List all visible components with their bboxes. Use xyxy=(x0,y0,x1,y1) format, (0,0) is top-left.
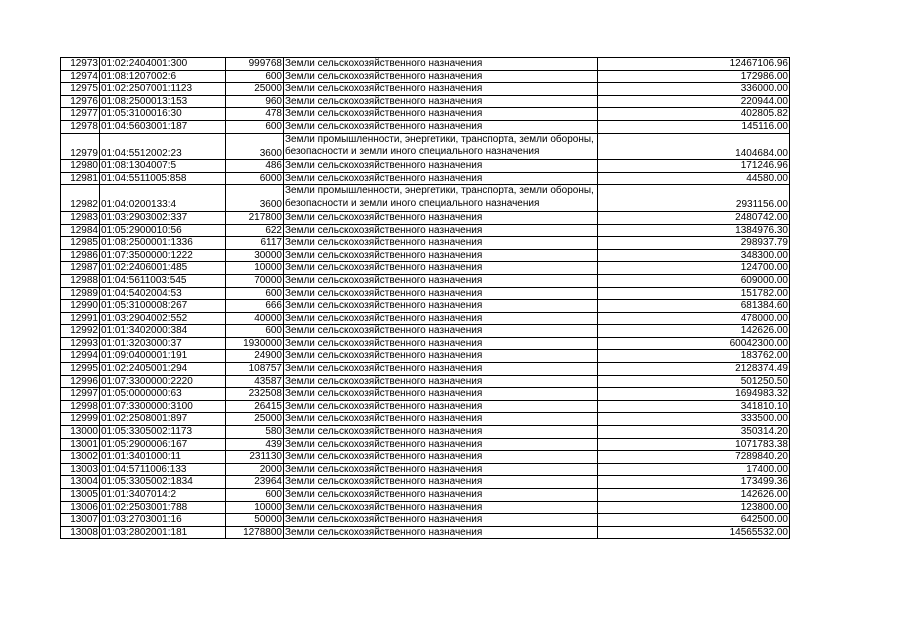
cadastral-number-cell: 01:07:3500000:1222 xyxy=(100,249,226,262)
cadastral-value-cell: 402805.82 xyxy=(598,108,790,121)
land-category-cell: Земли сельскохозяйственного назначения xyxy=(284,58,598,71)
area-cell: 600 xyxy=(226,70,284,83)
area-cell: 25000 xyxy=(226,413,284,426)
table-row xyxy=(61,489,790,502)
land-category-cell: Земли сельскохозяйственного назначения xyxy=(284,337,598,350)
cadastral-value-cell: 7289840.20 xyxy=(598,451,790,464)
land-category-cell: Земли сельскохозяйственного назначения xyxy=(284,501,598,514)
table-row xyxy=(61,95,790,108)
row-number-cell: 12974 xyxy=(61,70,100,83)
row-number-cell: 12992 xyxy=(61,325,100,338)
area-cell: 1930000 xyxy=(226,337,284,350)
row-number-cell: 12996 xyxy=(61,375,100,388)
cadastral-number-cell: 01:09:0400001:191 xyxy=(100,350,226,363)
area-cell: 600 xyxy=(226,287,284,300)
area-cell: 666 xyxy=(226,300,284,313)
table-body xyxy=(61,58,790,539)
row-number-cell: 12983 xyxy=(61,211,100,224)
table-row xyxy=(61,388,790,401)
cadastral-value-cell: 350314.20 xyxy=(598,426,790,439)
area-cell: 6117 xyxy=(226,237,284,250)
table-row xyxy=(61,300,790,313)
table-row xyxy=(61,375,790,388)
cadastral-number-cell: 01:02:2406001:485 xyxy=(100,262,226,275)
table-row xyxy=(61,501,790,514)
cadastral-number-cell: 01:02:2503001:788 xyxy=(100,501,226,514)
land-category-cell: Земли сельскохозяйственного назначения xyxy=(284,83,598,96)
row-number-cell: 12986 xyxy=(61,249,100,262)
land-category-cell: Земли сельскохозяйственного назначения xyxy=(284,249,598,262)
row-number-cell: 13007 xyxy=(61,514,100,527)
area-cell: 232508 xyxy=(226,388,284,401)
row-number-cell: 13001 xyxy=(61,438,100,451)
land-category-cell: Земли сельскохозяйственного назначения xyxy=(284,300,598,313)
land-category-cell: Земли сельскохозяйственного назначения xyxy=(284,476,598,489)
cadastral-value-cell: 172986.00 xyxy=(598,70,790,83)
row-number-cell: 13008 xyxy=(61,526,100,539)
area-cell: 3600 xyxy=(226,133,284,160)
cadastral-value-cell: 123800.00 xyxy=(598,501,790,514)
cadastral-number-cell: 01:01:3203000:37 xyxy=(100,337,226,350)
area-cell: 580 xyxy=(226,426,284,439)
land-category-cell: Земли сельскохозяйственного назначения xyxy=(284,95,598,108)
cadastral-number-cell: 01:02:2405001:294 xyxy=(100,363,226,376)
table-row xyxy=(61,526,790,539)
land-category-cell: Земли сельскохозяйственного назначения xyxy=(284,325,598,338)
land-category-cell: Земли сельскохозяйственного назначения xyxy=(284,463,598,476)
cadastral-number-cell: 01:03:2904002:552 xyxy=(100,312,226,325)
table-row xyxy=(61,133,790,160)
land-category-cell: Земли сельскохозяйственного назначения xyxy=(284,426,598,439)
area-cell: 24900 xyxy=(226,350,284,363)
row-number-cell: 13000 xyxy=(61,426,100,439)
cadastral-number-cell: 01:04:5511005:858 xyxy=(100,172,226,185)
area-cell: 217800 xyxy=(226,211,284,224)
cadastral-value-cell: 183762.00 xyxy=(598,350,790,363)
land-category-cell: Земли сельскохозяйственного назначения xyxy=(284,108,598,121)
row-number-cell: 12993 xyxy=(61,337,100,350)
land-category-cell: Земли сельскохозяйственного назначения xyxy=(284,451,598,464)
cadastral-value-cell: 478000.00 xyxy=(598,312,790,325)
area-cell: 50000 xyxy=(226,514,284,527)
cadastral-value-cell: 60042300.00 xyxy=(598,337,790,350)
cadastral-number-cell: 01:04:5512002:23 xyxy=(100,133,226,160)
area-cell: 26415 xyxy=(226,400,284,413)
land-category-cell: Земли сельскохозяйственного назначения xyxy=(284,70,598,83)
table-row xyxy=(61,337,790,350)
row-number-cell: 12976 xyxy=(61,95,100,108)
area-cell: 231130 xyxy=(226,451,284,464)
table-row xyxy=(61,211,790,224)
row-number-cell: 12994 xyxy=(61,350,100,363)
cadastral-value-cell: 44580.00 xyxy=(598,172,790,185)
row-number-cell: 12973 xyxy=(61,58,100,71)
cadastral-value-cell: 333500.00 xyxy=(598,413,790,426)
land-category-cell: Земли сельскохозяйственного назначения xyxy=(284,375,598,388)
row-number-cell: 12990 xyxy=(61,300,100,313)
cadastral-number-cell: 01:08:2500001:1336 xyxy=(100,237,226,250)
area-cell: 600 xyxy=(226,325,284,338)
row-number-cell: 12987 xyxy=(61,262,100,275)
cadastral-value-cell: 1404684.00 xyxy=(598,133,790,160)
cadastral-number-cell: 01:04:5603001:187 xyxy=(100,120,226,133)
area-cell: 108757 xyxy=(226,363,284,376)
cadastral-number-cell: 01:05:2900010:56 xyxy=(100,224,226,237)
table-row xyxy=(61,120,790,133)
cadastral-value-cell: 17400.00 xyxy=(598,463,790,476)
cadastral-value-cell: 14565532.00 xyxy=(598,526,790,539)
cadastral-number-cell: 01:08:1207002:6 xyxy=(100,70,226,83)
cadastral-number-cell: 01:07:3300000:2220 xyxy=(100,375,226,388)
row-number-cell: 12999 xyxy=(61,413,100,426)
cadastral-number-cell: 01:02:2404001:300 xyxy=(100,58,226,71)
cadastral-number-cell: 01:01:3407014:2 xyxy=(100,489,226,502)
table-row xyxy=(61,249,790,262)
area-cell: 439 xyxy=(226,438,284,451)
land-category-cell: Земли сельскохозяйственного назначения xyxy=(284,237,598,250)
land-category-cell: Земли сельскохозяйственного назначения xyxy=(284,172,598,185)
table-row xyxy=(61,312,790,325)
row-number-cell: 12978 xyxy=(61,120,100,133)
table-row xyxy=(61,363,790,376)
cadastral-value-cell: 642500.00 xyxy=(598,514,790,527)
row-number-cell: 12997 xyxy=(61,388,100,401)
table-row xyxy=(61,325,790,338)
land-category-cell: Земли сельскохозяйственного назначения xyxy=(284,312,598,325)
row-number-cell: 12988 xyxy=(61,274,100,287)
cadastral-number-cell: 01:04:5402004:53 xyxy=(100,287,226,300)
table-row xyxy=(61,451,790,464)
area-cell: 478 xyxy=(226,108,284,121)
cadastral-value-cell: 171246.96 xyxy=(598,160,790,173)
area-cell: 25000 xyxy=(226,83,284,96)
cadastral-number-cell: 01:05:2900006:167 xyxy=(100,438,226,451)
table-row xyxy=(61,514,790,527)
cadastral-value-cell: 1071783.38 xyxy=(598,438,790,451)
row-number-cell: 12981 xyxy=(61,172,100,185)
cadastral-number-cell: 01:07:3300000:3100 xyxy=(100,400,226,413)
table-row xyxy=(61,262,790,275)
land-category-cell: Земли сельскохозяйственного назначения xyxy=(284,350,598,363)
table-row xyxy=(61,224,790,237)
area-cell: 600 xyxy=(226,489,284,502)
cadastral-number-cell: 01:03:2703001:16 xyxy=(100,514,226,527)
cadastral-value-cell: 336000.00 xyxy=(598,83,790,96)
area-cell: 960 xyxy=(226,95,284,108)
land-category-cell: Земли сельскохозяйственного назначения xyxy=(284,211,598,224)
row-number-cell: 12991 xyxy=(61,312,100,325)
row-number-cell: 13004 xyxy=(61,476,100,489)
cadastral-value-cell: 151782.00 xyxy=(598,287,790,300)
area-cell: 486 xyxy=(226,160,284,173)
cadastral-value-cell: 173499.36 xyxy=(598,476,790,489)
cadastral-value-cell: 298937.79 xyxy=(598,237,790,250)
row-number-cell: 12977 xyxy=(61,108,100,121)
row-number-cell: 12989 xyxy=(61,287,100,300)
cadastral-value-cell: 681384.60 xyxy=(598,300,790,313)
land-category-cell: Земли сельскохозяйственного назначения xyxy=(284,363,598,376)
cadastral-value-cell: 348300.00 xyxy=(598,249,790,262)
row-number-cell: 13003 xyxy=(61,463,100,476)
cadastral-number-cell: 01:05:0000000:63 xyxy=(100,388,226,401)
table-row xyxy=(61,185,790,212)
cadastral-value-cell: 142626.00 xyxy=(598,489,790,502)
area-cell: 30000 xyxy=(226,249,284,262)
area-cell: 70000 xyxy=(226,274,284,287)
row-number-cell: 12980 xyxy=(61,160,100,173)
cadastral-value-cell: 609000.00 xyxy=(598,274,790,287)
land-category-cell: Земли сельскохозяйственного назначения xyxy=(284,514,598,527)
table-row xyxy=(61,172,790,185)
table-row xyxy=(61,70,790,83)
row-number-cell: 12995 xyxy=(61,363,100,376)
cadastral-number-cell: 01:05:3305002:1173 xyxy=(100,426,226,439)
area-cell: 43587 xyxy=(226,375,284,388)
area-cell: 2000 xyxy=(226,463,284,476)
row-number-cell: 13005 xyxy=(61,489,100,502)
land-category-cell: Земли сельскохозяйственного назначения xyxy=(284,489,598,502)
cadastral-value-cell: 2128374.49 xyxy=(598,363,790,376)
cadastral-number-cell: 01:08:2500013:153 xyxy=(100,95,226,108)
row-number-cell: 12975 xyxy=(61,83,100,96)
table-row xyxy=(61,426,790,439)
land-category-cell: Земли сельскохозяйственного назначения xyxy=(284,400,598,413)
row-number-cell: 13006 xyxy=(61,501,100,514)
cadastral-number-cell: 01:08:1304007:5 xyxy=(100,160,226,173)
cadastral-number-cell: 01:02:2507001:1123 xyxy=(100,83,226,96)
cadastral-number-cell: 01:02:2508001:897 xyxy=(100,413,226,426)
land-category-cell: Земли сельскохозяйственного назначения xyxy=(284,287,598,300)
cadastral-value-cell: 341810.10 xyxy=(598,400,790,413)
cadastral-value-cell: 2931156.00 xyxy=(598,185,790,212)
row-number-cell: 12985 xyxy=(61,237,100,250)
cadastral-value-cell: 1384976.30 xyxy=(598,224,790,237)
cadastral-value-cell: 124700.00 xyxy=(598,262,790,275)
area-cell: 23964 xyxy=(226,476,284,489)
land-registry-table xyxy=(60,57,790,539)
cadastral-value-cell: 1694983.32 xyxy=(598,388,790,401)
row-number-cell: 12984 xyxy=(61,224,100,237)
cadastral-number-cell: 01:01:3402000:384 xyxy=(100,325,226,338)
table-row xyxy=(61,274,790,287)
area-cell: 10000 xyxy=(226,501,284,514)
land-category-cell: Земли промышленности, энергетики, транспорта, земли обороны, безопасности и земли иного специального назначения xyxy=(284,133,598,160)
table-row xyxy=(61,160,790,173)
land-category-cell: Земли сельскохозяйственного назначения xyxy=(284,160,598,173)
area-cell: 40000 xyxy=(226,312,284,325)
table-row xyxy=(61,438,790,451)
land-category-cell: Земли промышленности, энергетики, транспорта, земли обороны, безопасности и земли иного специального назначения xyxy=(284,185,598,212)
cadastral-number-cell: 01:05:3100008:267 xyxy=(100,300,226,313)
area-cell: 10000 xyxy=(226,262,284,275)
cadastral-value-cell: 220944.00 xyxy=(598,95,790,108)
land-category-cell: Земли сельскохозяйственного назначения xyxy=(284,274,598,287)
table-row xyxy=(61,463,790,476)
cadastral-value-cell: 501250.50 xyxy=(598,375,790,388)
land-category-cell: Земли сельскохозяйственного назначения xyxy=(284,413,598,426)
cadastral-value-cell: 12467106.96 xyxy=(598,58,790,71)
cadastral-number-cell: 01:04:5711006:133 xyxy=(100,463,226,476)
table-row xyxy=(61,58,790,71)
table-row xyxy=(61,108,790,121)
land-category-cell: Земли сельскохозяйственного назначения xyxy=(284,388,598,401)
area-cell: 6000 xyxy=(226,172,284,185)
cadastral-number-cell: 01:05:3305002:1834 xyxy=(100,476,226,489)
table-row xyxy=(61,287,790,300)
table-row xyxy=(61,237,790,250)
cadastral-value-cell: 142626.00 xyxy=(598,325,790,338)
area-cell: 999768 xyxy=(226,58,284,71)
cadastral-number-cell: 01:03:2802001:181 xyxy=(100,526,226,539)
land-category-cell: Земли сельскохозяйственного назначения xyxy=(284,120,598,133)
area-cell: 622 xyxy=(226,224,284,237)
land-category-cell: Земли сельскохозяйственного назначения xyxy=(284,262,598,275)
row-number-cell: 12982 xyxy=(61,185,100,212)
cadastral-number-cell: 01:04:5611003:545 xyxy=(100,274,226,287)
area-cell: 3600 xyxy=(226,185,284,212)
cadastral-number-cell: 01:05:3100016:30 xyxy=(100,108,226,121)
table-row xyxy=(61,350,790,363)
area-cell: 600 xyxy=(226,120,284,133)
land-category-cell: Земли сельскохозяйственного назначения xyxy=(284,526,598,539)
area-cell: 1278800 xyxy=(226,526,284,539)
cadastral-number-cell: 01:01:3401000:11 xyxy=(100,451,226,464)
cadastral-number-cell: 01:03:2903002:337 xyxy=(100,211,226,224)
row-number-cell: 12998 xyxy=(61,400,100,413)
land-category-cell: Земли сельскохозяйственного назначения xyxy=(284,438,598,451)
row-number-cell: 12979 xyxy=(61,133,100,160)
cadastral-number-cell: 01:04:0200133:4 xyxy=(100,185,226,212)
cadastral-value-cell: 145116.00 xyxy=(598,120,790,133)
table-row xyxy=(61,413,790,426)
table-row xyxy=(61,476,790,489)
cadastral-value-cell: 2480742.00 xyxy=(598,211,790,224)
land-category-cell: Земли сельскохозяйственного назначения xyxy=(284,224,598,237)
table-row xyxy=(61,83,790,96)
row-number-cell: 13002 xyxy=(61,451,100,464)
table-row xyxy=(61,400,790,413)
